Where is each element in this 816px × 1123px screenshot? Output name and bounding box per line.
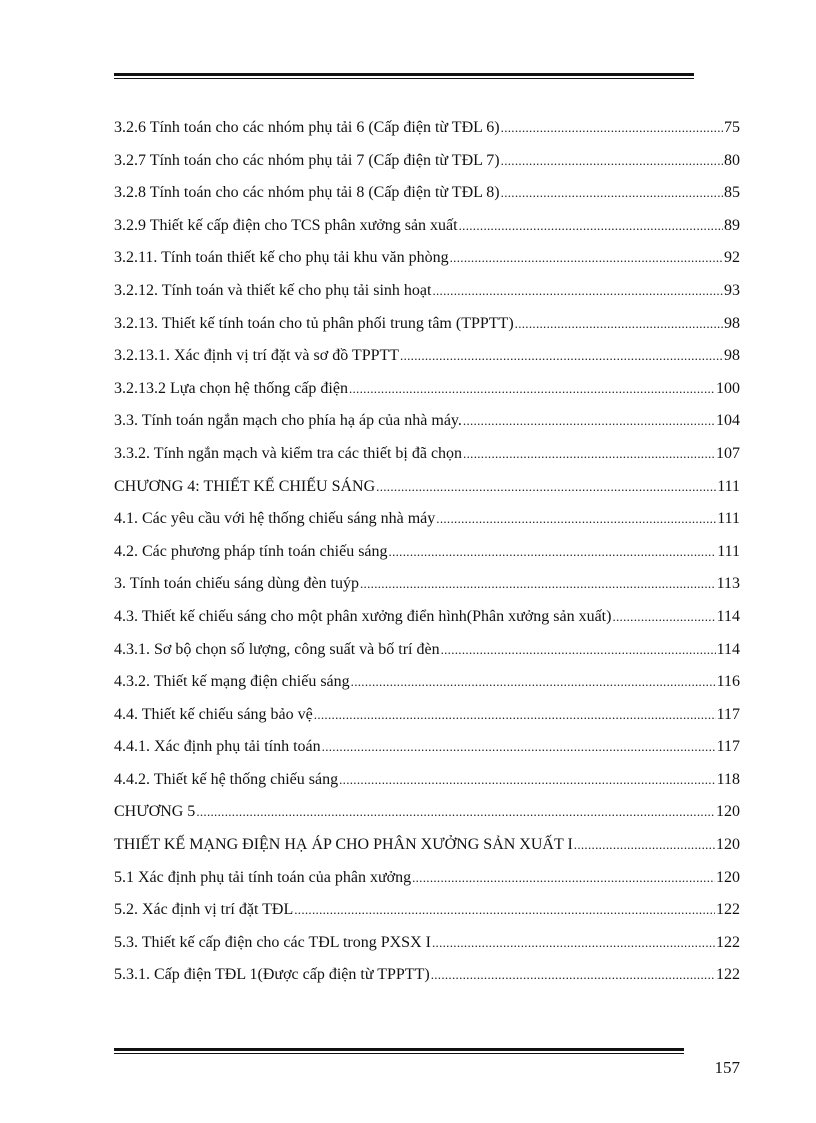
toc-entry — [114, 184, 740, 217]
toc-entry-page: 120 — [716, 868, 740, 886]
toc-dot-leader — [412, 870, 715, 886]
header-rule — [114, 73, 694, 79]
toc-entry-title: 3.2.9 Thiết kế cấp điện cho TCS phân xưởng sản xuất — [114, 216, 458, 234]
toc-entry-page: 114 — [716, 640, 740, 658]
toc-entry-page: 114 — [716, 607, 740, 625]
toc-entry-page: 116 — [716, 673, 740, 691]
toc-entry — [114, 445, 740, 478]
toc-entry-title: 4.2. Các phương pháp tính toán chiếu sáng — [114, 542, 388, 560]
toc-entry — [114, 478, 740, 511]
toc-dot-leader — [463, 446, 715, 462]
toc-entry-page: 122 — [716, 933, 740, 951]
toc-entry — [114, 575, 740, 608]
toc-entry-page: 89 — [724, 216, 740, 234]
toc-dot-leader — [339, 772, 715, 788]
toc-entry — [114, 771, 740, 804]
toc-entry-page: 93 — [724, 281, 740, 299]
toc-entry-title: 3.2.13. Thiết kế tính toán cho tủ phân phối trung tâm (TPPTT) — [114, 314, 514, 332]
toc-dot-leader — [501, 153, 723, 169]
toc-entry-title: 5.2. Xác định vị trí đặt TĐL — [114, 901, 294, 919]
toc-entry — [114, 543, 740, 576]
toc-entry-page: 100 — [716, 379, 740, 397]
toc-dot-leader — [501, 120, 723, 136]
toc-entry-title: 4.4. Thiết kế chiếu sáng bảo vệ — [114, 705, 313, 723]
toc-entry — [114, 901, 740, 934]
toc-dot-leader — [196, 804, 715, 820]
toc-dot-leader — [400, 348, 723, 364]
toc-entry — [114, 119, 740, 152]
toc-entry-title: 3.2.11. Tính toán thiết kế cho phụ tải khu văn phòng — [114, 249, 449, 267]
toc-dot-leader — [441, 642, 716, 658]
toc-entry-page: 75 — [724, 119, 740, 136]
toc-entry — [114, 282, 740, 315]
toc-entry — [114, 608, 740, 641]
toc-entry-title: 3.2.13.1. Xác định vị trí đặt và sơ đồ TPPTT — [114, 347, 400, 365]
toc-dot-leader — [501, 185, 723, 201]
toc-dot-leader — [432, 935, 715, 951]
toc-entry-page: 122 — [716, 901, 740, 919]
table-of-contents — [114, 119, 740, 999]
toc-dot-leader — [294, 902, 715, 918]
toc-dot-leader — [349, 381, 715, 397]
toc-entry — [114, 803, 740, 836]
toc-entry — [114, 738, 740, 771]
toc-dot-leader — [389, 544, 717, 560]
toc-entry — [114, 836, 740, 869]
page-number: 157 — [714, 1058, 740, 1077]
toc-dot-leader — [515, 316, 723, 332]
toc-entry-page: 111 — [717, 477, 740, 495]
toc-entry-page: 118 — [716, 770, 740, 788]
toc-entry-page: 113 — [716, 575, 740, 593]
toc-dot-leader — [351, 674, 716, 690]
toc-entry-page: 80 — [724, 151, 740, 169]
toc-entry — [114, 934, 740, 967]
toc-entry-page: 92 — [724, 249, 740, 267]
toc-entry-page: 85 — [724, 184, 740, 202]
toc-entry-title: 4.4.1. Xác định phụ tải tính toán — [114, 738, 321, 756]
toc-entry-title: 4.4.2. Thiết kế hệ thống chiếu sáng — [114, 770, 339, 788]
toc-entry-page: 111 — [717, 510, 740, 528]
toc-entry-title: 4.3.2. Thiết kế mạng điện chiếu sáng — [114, 673, 350, 691]
toc-dot-leader — [322, 739, 716, 755]
toc-entry — [114, 706, 740, 739]
toc-entry — [114, 152, 740, 185]
toc-dot-leader — [436, 511, 716, 527]
toc-entry-page: 120 — [716, 803, 740, 821]
toc-entry-page: 111 — [717, 542, 740, 560]
toc-entry-title: CHƯƠNG 5 — [114, 803, 196, 821]
toc-entry-title: 4.3. Thiết kế chiếu sáng cho một phân xưởng điển hình(Phân xưởng sản xuất) — [114, 607, 612, 625]
toc-dot-leader — [360, 576, 716, 592]
toc-entry-title: 3.3.2. Tính ngắn mạch và kiểm tra các thiết bị đã chọn — [114, 444, 463, 462]
toc-entry — [114, 869, 740, 902]
toc-entry — [114, 347, 740, 380]
toc-entry-title: 3.2.13.2 Lựa chọn hệ thống cấp điện — [114, 379, 348, 397]
toc-dot-leader — [612, 609, 715, 625]
toc-entry-title: 5.3. Thiết kế cấp điện cho các TĐL trong PXSX I — [114, 933, 431, 951]
footer-rule — [114, 1048, 684, 1054]
toc-entry-title: 3.2.8 Tính toán cho các nhóm phụ tải 8 (Cấp điện từ TĐL 8) — [114, 184, 500, 202]
toc-dot-leader — [431, 967, 715, 983]
toc-entry-title: 5.3.1. Cấp điện TĐL 1(Được cấp điện từ TPPTT) — [114, 966, 430, 984]
toc-entry-title: THIẾT KẾ MẠNG ĐIỆN HẠ ÁP CHO PHÂN XƯỞNG SẢN XUẤT I — [114, 836, 573, 854]
toc-entry — [114, 380, 740, 413]
toc-entry-title: 4.3.1. Sơ bộ chọn số lượng, công suất và bố trí đèn — [114, 640, 440, 658]
toc-entry-title: 3.2.12. Tính toán và thiết kế cho phụ tải sinh hoạt — [114, 281, 432, 299]
toc-entry-page: 117 — [716, 705, 740, 723]
toc-entry — [114, 641, 740, 674]
toc-entry — [114, 315, 740, 348]
toc-entry-page: 98 — [724, 314, 740, 332]
toc-entry-page: 120 — [716, 836, 740, 854]
toc-entry-title: 4.1. Các yêu cầu với hệ thống chiếu sáng nhà máy — [114, 510, 436, 528]
toc-entry — [114, 673, 740, 706]
toc-dot-leader — [376, 479, 716, 495]
toc-entry-title: 3.3. Tính toán ngắn mạch cho phía hạ áp của nhà máy. — [114, 412, 462, 430]
toc-dot-leader — [463, 413, 715, 429]
toc-dot-leader — [432, 283, 723, 299]
toc-dot-leader — [459, 218, 723, 234]
toc-entry-page: 104 — [716, 412, 740, 430]
toc-entry-page: 107 — [716, 444, 740, 462]
toc-entry — [114, 217, 740, 250]
toc-entry-title: 3.2.7 Tính toán cho các nhóm phụ tải 7 (Cấp điện từ TĐL 7) — [114, 151, 500, 169]
toc-entry-title: 3.2.6 Tính toán cho các nhóm phụ tải 6 (Cấp điện từ TĐL 6) — [114, 119, 500, 136]
toc-dot-leader — [314, 707, 716, 723]
toc-entry-title: 3. Tính toán chiếu sáng dùng đèn tuýp — [114, 575, 359, 593]
toc-dot-leader — [450, 250, 723, 266]
toc-entry-page: 98 — [724, 347, 740, 365]
toc-entry-page: 117 — [716, 738, 740, 756]
toc-dot-leader — [574, 837, 715, 853]
toc-entry — [114, 966, 740, 999]
toc-entry — [114, 510, 740, 543]
toc-entry-page: 122 — [716, 966, 740, 984]
toc-entry-title: 5.1 Xác định phụ tải tính toán của phân xưởng — [114, 868, 412, 886]
toc-entry-title: CHƯƠNG 4: THIẾT KẾ CHIẾU SÁNG — [114, 477, 376, 495]
toc-entry — [114, 412, 740, 445]
toc-entry — [114, 249, 740, 282]
